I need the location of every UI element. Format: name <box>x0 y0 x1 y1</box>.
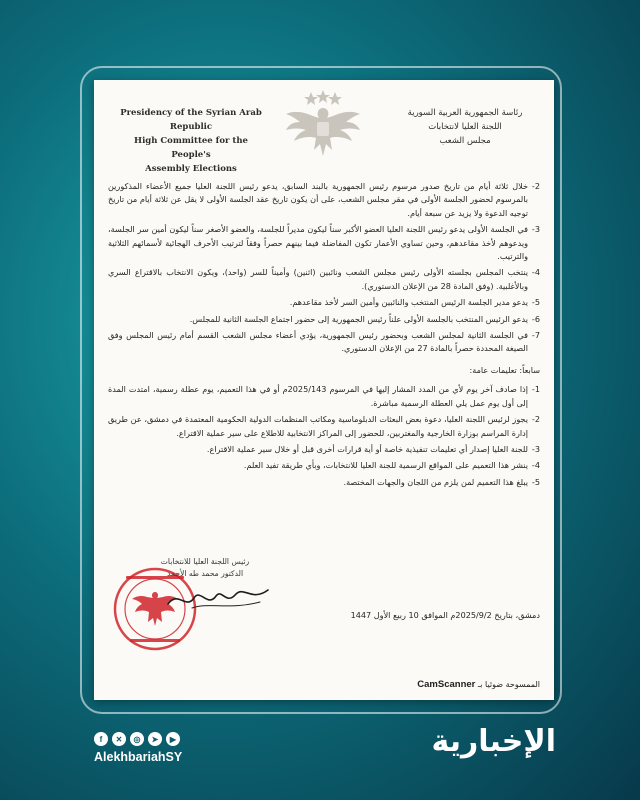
handwritten-signature-icon <box>164 580 274 616</box>
list-item: 4- ينتخب المجلس بجلسته الأولى رئيس مجلس الشعب ونائبين (اثنين) وأميناً للسر (واحد)، ويكون الانتخاب بالاقتراع السري وبالأغلبية. (وفق المادة 28 من الإعلان الدستوري). <box>108 267 540 291</box>
channel-logo: الإخبارية <box>431 724 556 759</box>
eagle-emblem-icon <box>280 86 366 166</box>
list-item: 2- يجوز لرئيس اللجنة العليا، دعوة بعض البعثات الدبلوماسية ومكاتب المنظمات الدولية الحكومية المعتمدة في دمشق، عن طريق إدارة المراسم بوزارة الخارجية والمغتربين، للحضور إلى المراكز الانتخابية للاطلاع على سير عملية الاقتراع. <box>108 414 540 438</box>
list-item: 3- للجنة العليا إصدار أي تعليمات تنفيذية خاصة أو أية قرارات أخرى قبل أو خلال سير عملية الاقتراع. <box>206 443 540 454</box>
document-page <box>94 80 554 700</box>
section-title: سابعاً: تعليمات عامة: <box>469 364 540 375</box>
scanner-watermark: الممسوحة ضوئيا بـ CamScanner <box>417 679 540 690</box>
list-item: 6- يدعو الرئيس المنتخب بالجلسة الأولى علناً رئيس الجمهورية إلى حضور اجتماع الجلسة الثانية للمجلس. <box>189 313 540 324</box>
items-part-two <box>108 383 540 489</box>
header-arabic: رئاسة الجمهورية العربية السورية اللجنة العليا لانتخابات مجلس الشعب <box>407 108 523 146</box>
youtube-icon[interactable]: ▶ <box>166 732 180 746</box>
list-item: 2- خلال ثلاثة أيام من تاريخ صدور مرسوم رئيس الجمهورية بالبند السابق، يدعو رئيس اللجنة العليا جميع الأعضاء المذكورين بالمرسوم لحضور الجلسة الأولى في مقر مجلس الشعب، على أن يكون تاريخ عقد الجلسة الأولى لا يقل عن ثلاثة أيام من تاريخ توجيه الدعوة ولا يزيد عن سبعة أيام. <box>108 181 540 218</box>
header-english: Presidency of the Syrian Arab Republic High Committee for the People's Assembly Elections <box>120 108 262 174</box>
x-icon[interactable]: ✕ <box>112 732 126 746</box>
list-item: 7- في الجلسة الثانية لمجلس الشعب وبحضور رئيس الجمهورية، يؤدي أعضاء مجلس الشعب القسم أمام رئيس المجلس وفق الصيغة المحددة حصراً بالمادة 27 من الإعلان الدستوري. <box>108 330 540 354</box>
items-part-one <box>108 180 540 356</box>
list-item: 5- يبلغ هذا التعميم لمن يلزم من اللجان والجهات المختصة. <box>343 476 540 487</box>
list-item: 5- يدعو مدير الجلسة الرئيس المنتخب والنائبين وأمين السر لأخذ مقاعدهم. <box>289 297 540 308</box>
list-item: 1- إذا صادف آخر يوم لأي من المدد المشار إليها في المرسوم 2025/143م أو في هذا التعميم، يوم عطلة رسمية، امتدت المدة إلى أول يوم عمل يلي العطلة الرسمية مباشرة. <box>108 384 540 408</box>
date-line: دمشق، بتاريخ 2025/9/2م الموافق 10 ربيع الأول 1447 <box>350 610 540 620</box>
instagram-icon[interactable]: ◎ <box>130 732 144 746</box>
telegram-icon[interactable]: ➤ <box>148 732 162 746</box>
social-icons <box>94 732 180 746</box>
social-handle: AlekhbariahSY <box>94 750 183 764</box>
signature-block: رئيس اللجنة العليا للانتخابات الدكتور محمد طه الأحمد <box>160 557 250 578</box>
list-item: 3- في الجلسة الأولى يدعو رئيس اللجنة العليا العضو الأكبر سناً ليكون مديراً للجلسة، والعضو الأصغر سناً ليكون أمين سر الجلسة، ويدعوهم لأخذ مقاعدهم، وحين تساوي الأعمار تكون المفاضلة فيما بينهم حصراً وفقاً لترتيب الأحرف الهجائية لأسمائهم الثلاثية والترتيب. <box>108 224 540 262</box>
facebook-icon[interactable]: f <box>94 732 108 746</box>
list-item: 4- ينشر هذا التعميم على المواقع الرسمية للجنة العليا للانتخابات، وبأي طريقة تفيد العلم. <box>243 460 540 471</box>
